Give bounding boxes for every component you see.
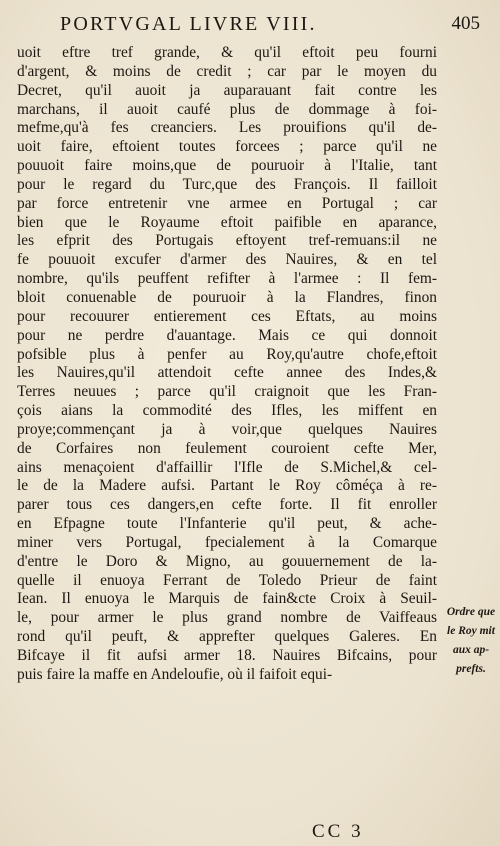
- signature-mark: CC 3: [312, 821, 364, 842]
- text-line: Bifcaye il fit aufsi armer 18. Nauires Bifcains, pour: [17, 647, 437, 664]
- text-line: bloit conuenable de pouruoir à la Flandres, finon: [17, 288, 437, 306]
- text-line: fe pouuoit excufer d'armer des Nauires, & en tel: [17, 251, 437, 269]
- text-line: nombre, qu'ils peuffent refifter à l'armee : Il fem-: [17, 270, 437, 288]
- margin-note: [442, 603, 500, 678]
- text-line: par force entretenir vne armee en Portugal ; car: [17, 194, 437, 212]
- text-line: bien que le Royaume eftoit paifible en aparance,: [17, 213, 437, 231]
- text-line: de Corfaires non feulement couroient cefte Mer,: [17, 439, 437, 457]
- text-line: miner vers Portugal, fpecialement à la Comarque: [17, 533, 437, 551]
- text-line: proye;commençant ja à voir,que quelques Nauires: [17, 420, 437, 438]
- text-line: les Nauires,qu'il attendoit cefte annee des Indes,&: [17, 364, 437, 382]
- text-line: pouuoit faire moins,que de pouruoir à l'Italie, tant: [17, 157, 437, 175]
- text-line: quelle il enuoya Ferrant de Toledo Prieur de faint: [17, 571, 437, 589]
- text-line: pour le regard du Turc,que des François. Il failloit: [17, 175, 437, 193]
- text-line: marchans, il auoit caufé plus de dommage à foi-: [17, 100, 437, 118]
- text-line: pour ne perdre d'auantage. Mais ce qui donnoit: [17, 326, 437, 344]
- text-line: çois aians la commodité des Ifles, les miffent en: [17, 402, 437, 420]
- margin-note-line: Ordre que: [446, 606, 496, 618]
- text-line: ains menaçoient d'affaillir l'Ifle de S.Michel,& cel-: [17, 458, 437, 476]
- page-number: 405: [451, 13, 480, 34]
- page-header: [60, 13, 480, 39]
- margin-note-line: prefts.: [456, 662, 486, 675]
- text-line: le de la Madere aufsi. Partant le Roy côméça à re-: [17, 477, 437, 495]
- text-line: Terres neuues ; parce qu'il craignoit que les Fran-: [17, 383, 437, 401]
- running-head: PORTVGAL LIVRE VIII.: [60, 13, 317, 35]
- text-line: uoit eftre tref grande, & qu'il eftoit peu fourni: [17, 44, 437, 61]
- text-line: d'entre le Doro & Migno, au gouuernement de la-: [17, 552, 437, 570]
- text-line: en Efpagne toute l'Infanterie qu'il peut, & ache-: [17, 515, 437, 533]
- margin-note-line: le Roy mit: [447, 624, 495, 637]
- text-line: pofsible plus à penfer au Roy,qu'autre chofe,eftoit: [17, 345, 437, 363]
- text-line: Iean. Il enuoya le Marquis de fain&cte Croix à Seuil-: [17, 590, 437, 608]
- text-line: uoit faire, eftoient toutes forcees ; parce qu'il ne: [17, 138, 437, 156]
- text-line: rond qu'il peuft, & apprefter quelques Galeres. En: [17, 628, 437, 646]
- text-line: parer tous ces dangers,en cefte forte. Il fit enroller: [17, 496, 437, 514]
- text-line: pour recouurer entierement ces Eftats, au moins: [17, 307, 437, 325]
- text-line: puis faire la maffe en Andeloufie, où il faifoit equi-: [17, 665, 333, 683]
- text-line: les efprit des Portugais eftoyent tref-remuans:il ne: [17, 232, 437, 250]
- margin-note-line: aux ap-: [452, 643, 490, 656]
- text-line: mefme,qu'à fes creanciers. Les prouifions qu'il de-: [17, 119, 437, 137]
- body-text: [17, 44, 437, 685]
- text-line: d'argent, & moins de credit ; car par le moyen du: [17, 62, 437, 80]
- text-line: le, pour armer le plus grand nombre de Vaiffeaus: [17, 609, 437, 627]
- text-line: Decret, qu'il auoit ja auparauant fait contre les: [17, 81, 437, 99]
